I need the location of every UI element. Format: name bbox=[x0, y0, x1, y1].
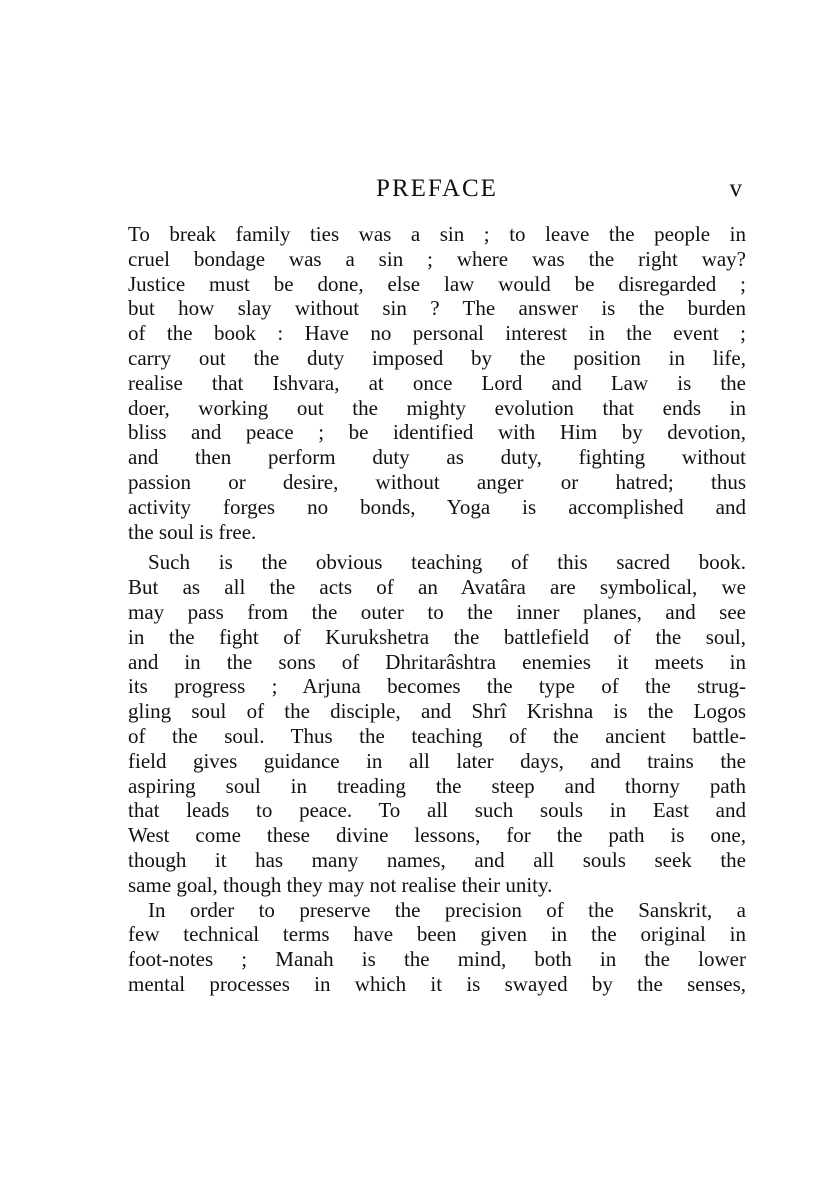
text-line: bliss and peace ; be identified with Him by devotion, bbox=[128, 420, 746, 445]
text-line: foot-notes ; Manah is the mind, both in the lower bbox=[128, 947, 746, 972]
text-line: that leads to peace. To all such souls in East and bbox=[128, 798, 746, 823]
text-line: may pass from the outer to the inner planes, and see bbox=[128, 599, 746, 624]
paragraph-2 bbox=[128, 550, 746, 897]
text-line: field gives guidance in all later days, and trains the bbox=[128, 748, 746, 773]
body-text bbox=[128, 222, 746, 997]
text-line: and in the sons of Dhritarâshtra enemies it meets in bbox=[128, 649, 746, 674]
text-line: though it has many names, and all souls seek the bbox=[128, 847, 746, 872]
text-line: the soul is free. bbox=[128, 519, 257, 544]
paragraph-3 bbox=[128, 898, 746, 997]
text-line: but how slay without sin ? The answer is the burden bbox=[128, 296, 746, 321]
text-line: same goal, though they may not realise their unity. bbox=[128, 872, 553, 897]
page-number: v bbox=[729, 175, 742, 202]
text-line: aspiring soul in treading the steep and thorny path bbox=[128, 773, 746, 798]
text-line: of the soul. Thus the teaching of the ancient battle- bbox=[128, 723, 746, 748]
text-line: cruel bondage was a sin ; where was the right way? bbox=[128, 246, 746, 271]
text-line: and then perform duty as duty, fighting without bbox=[128, 445, 746, 470]
text-line: carry out the duty imposed by the position in life, bbox=[128, 345, 746, 370]
text-line: activity forges no bonds, Yoga is accomplished and bbox=[128, 494, 746, 519]
text-line: in the fight of Kurukshetra the battlefield of the soul, bbox=[128, 624, 746, 649]
text-line: of the book : Have no personal interest in the event ; bbox=[128, 321, 746, 346]
text-line: mental processes in which it is swayed by the senses, bbox=[128, 971, 746, 996]
text-line: To break family ties was a sin ; to leave the people in bbox=[128, 222, 746, 246]
text-line: But as all the acts of an Avatâra are symbolical, we bbox=[128, 575, 746, 600]
text-line: Justice must be done, else law would be disregarded ; bbox=[128, 271, 746, 296]
text-line: realise that Ishvara, at once Lord and Law is the bbox=[128, 370, 746, 395]
text-line: West come these divine lessons, for the path is one, bbox=[128, 823, 746, 848]
text-line: passion or desire, without anger or hatred; thus bbox=[128, 469, 746, 494]
text-line: doer, working out the mighty evolution that ends in bbox=[128, 395, 746, 420]
text-line: Such is the obvious teaching of this sacred book. bbox=[148, 550, 746, 575]
text-line: gling soul of the disciple, and Shrî Krishna is the Logos bbox=[128, 699, 746, 724]
text-line: few technical terms have been given in the original in bbox=[128, 922, 746, 947]
text-line: In order to preserve the precision of the Sanskrit, a bbox=[148, 897, 746, 922]
running-title: PREFACE bbox=[376, 175, 498, 202]
paragraph-1 bbox=[128, 222, 746, 544]
text-line: its progress ; Arjuna becomes the type of the strug- bbox=[128, 674, 746, 699]
running-head bbox=[128, 172, 746, 206]
